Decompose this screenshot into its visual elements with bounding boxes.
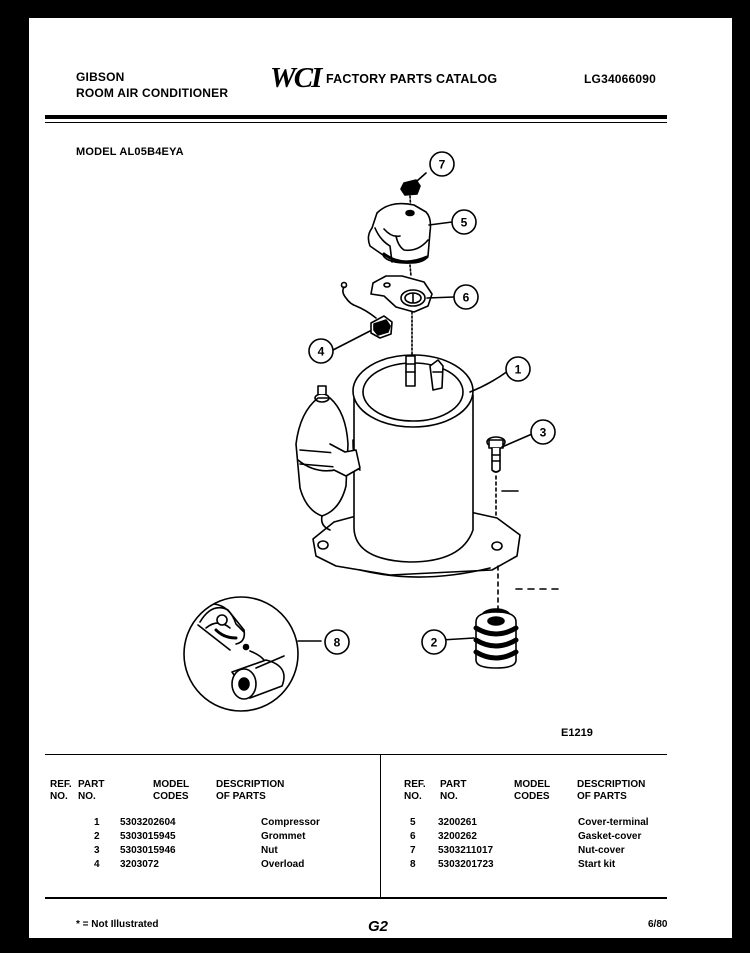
page-number: G2 bbox=[368, 918, 389, 935]
header-model-codes: MODEL CODES bbox=[153, 779, 190, 802]
table-bottom-rule bbox=[45, 897, 667, 899]
table-row: 1 bbox=[94, 817, 100, 828]
wci-logo: WCI bbox=[270, 62, 321, 94]
part-compressor bbox=[296, 355, 520, 577]
left-desc-column: Compressor Grommet Nut Overload bbox=[261, 817, 320, 870]
part-stud-nut bbox=[487, 437, 518, 518]
header-description-right: DESCRIPTION OF PARTS bbox=[577, 779, 646, 802]
header-ref-no: REF. NO. bbox=[50, 779, 72, 802]
callout-4-label: 4 bbox=[317, 344, 325, 359]
right-part-column: 3200261 3200262 5303211017 5303201723 bbox=[438, 817, 494, 870]
callout-8-label: 8 bbox=[333, 635, 341, 650]
part-gasket bbox=[371, 265, 432, 355]
callout-3-label: 3 bbox=[539, 425, 547, 440]
right-ref-column: 5 6 7 8 bbox=[410, 817, 416, 870]
table-row: 3 bbox=[94, 845, 100, 856]
left-part-column: 5303202604 5303015945 5303015946 3203072 bbox=[120, 817, 176, 870]
catalog-title: FACTORY PARTS CATALOG bbox=[326, 72, 498, 86]
header-model-codes-right: MODEL CODES bbox=[514, 779, 551, 802]
part-terminal-cover bbox=[368, 204, 430, 264]
left-ref-column bbox=[94, 816, 100, 872]
product-type: ROOM AIR CONDITIONER bbox=[76, 86, 229, 100]
callout-7-label: 7 bbox=[438, 157, 446, 172]
diagram-code: E1219 bbox=[561, 727, 593, 739]
brand-name: GIBSON bbox=[76, 70, 125, 84]
revision-date: 6/80 bbox=[648, 919, 668, 930]
part-grommet bbox=[476, 609, 516, 668]
callout-5-label: 5 bbox=[460, 215, 468, 230]
catalog-number: LG34066090 bbox=[584, 72, 657, 86]
callout-6-label: 6 bbox=[462, 290, 470, 305]
header-description: DESCRIPTION OF PARTS bbox=[216, 779, 285, 802]
callout-1-label: 1 bbox=[514, 362, 522, 377]
right-desc-column: Cover-terminal Gasket-cover Nut-cover Start kit bbox=[578, 817, 649, 870]
header-ref-no-right: REF. NO. bbox=[404, 779, 426, 802]
parts-table bbox=[45, 754, 667, 899]
header-part-no: PART NO. bbox=[78, 779, 105, 802]
table-row: 2 bbox=[94, 831, 100, 842]
footnote: * = Not Illustrated bbox=[76, 919, 159, 930]
callout-2-label: 2 bbox=[430, 635, 438, 650]
table-row: 4 bbox=[94, 859, 100, 870]
model-label: MODEL AL05B4EYA bbox=[76, 146, 184, 158]
header-part-no-right: PART NO. bbox=[440, 779, 467, 802]
table-divider bbox=[380, 755, 381, 897]
part-start-kit-inset bbox=[184, 597, 298, 711]
